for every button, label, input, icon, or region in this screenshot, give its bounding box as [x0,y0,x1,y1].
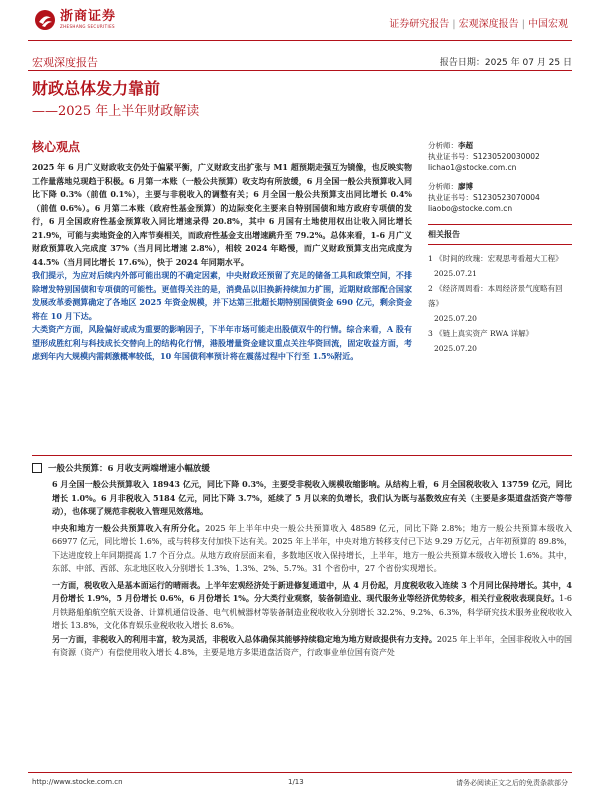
footer-page-number: 1/13 [288,778,304,786]
section-paragraph-1: 6 月全国一般公共预算收入 18943 亿元，同比下降 0.3%，主要受非税收入规模收缩影响。从结构上看，6 月全国税收收入 13759 亿元，同比增长 1.0%。6 月非税收入 5184 亿元，同比下降 3.7%，延续了 5 月以来的负增长，我们认为既与基数效应有关（主要是多渠道盘活资产等带动），也体现了规范非税收入管理见效落地。 [52,479,572,516]
section-paragraph-2-body: 2025 年上半年中央一般公共预算收入 48589 亿元，同比下降 2.8%；地方一般公共预算本级收入 66977 亿元，同比增长 1.6%，或与转移支付加快下达有关。2025 年上半年，中央对地方转移支付已下达 9.29 万亿元，占年初预算的 89.8%，下达进度较上年同期提高 1.7 个百分点。从地方政府层面来看，多数地区收入保持增长，上半年，地方一般公共预算本级收入增长 1.6%。其中，东部、中部、西部、东北地区收入分别增长 1.3%、1.3%、2%、5.7%。31 个省份中，27 个省份实现增长。 [52,523,572,573]
related-divider [428,244,572,245]
analyst-cert: 执业证书号：S1230523070004 [428,193,540,202]
section-paragraph-2 [52,522,572,576]
section-divider [32,455,572,456]
tag-macro-deep: 宏观深度报告 [458,19,519,30]
core-views-heading: 核心观点 [32,140,81,154]
report-title: 财政总体发力靠前 [32,79,161,98]
related-report-title: 2 《经济周周看：本周经济景气度略有回落》 [428,284,563,308]
section-paragraph-3 [52,579,572,633]
related-report-item[interactable] [428,281,572,326]
tag-research: 证券研究报告 [389,19,450,30]
related-report-item[interactable] [428,326,572,356]
report-subtitle: ——2025 年上半年财政解读 [32,104,200,119]
logo-icon [34,9,56,31]
related-report-date: 2025.07.21 [434,269,477,278]
section-heading [32,462,572,474]
logo-chinese: 浙商证券 [60,9,117,24]
report-date: 报告日期：2025 年 07 月 25 日 [439,58,572,68]
related-report-date: 2025.07.20 [434,344,477,353]
analyst-role: 分析师： [428,141,458,150]
analyst-cert: 执业证书号：S1230520030002 [428,152,540,161]
checkbox-square-icon [32,463,42,473]
analyst-email[interactable]: liaobo@stocke.com.cn [428,204,513,213]
related-report-title: 3 《链上真实资产 RWA 详解》 [428,329,534,338]
section-paragraph-4-lead: 另一方面，非税收入的利用丰富，较为灵活，非税收入总体确保其能够持续稳定地为地方财政提供有力支持。 [52,633,437,644]
core-paragraph-2: 我们提示，为应对后续内外部可能出现的不确定因素，中央财政还预留了充足的储备工具和政策空间，不排除增发特别国债和专项债的可能性。更值得关注的是，消费品以旧换新持续加力扩围，近期财政部配合国家发展改革委测算确定了各地区 2025 年资金规模，并下达第三批超长期特别国债资金 690 亿元，剩余资金将在 10 月下达。 [32,270,412,321]
report-category-tags: 证券研究报告 | 宏观深度报告 | 中国宏观 [389,19,568,30]
analyst-1 [428,140,572,173]
analyst-email[interactable]: lichao1@stocke.com.cn [428,163,517,172]
analyst-name: 李超 [458,141,473,150]
tag-china-macro: 中国宏观 [528,19,568,30]
footer-divider [28,772,572,773]
analyst-2 [428,181,572,214]
section-paragraph-3-lead: 一方面，税收收入是基本面运行的晴雨表。上半年宏观经济处于新进修复通道中，从 4 月份起，月度税收收入连续 3 个月同比保持增长。其中，4 月份增长 1.9%，5 月份增长 0.6%，6 月份增长 1%。分大类行业观察，装备制造业、现代服务业等经济优势较多，相关行业税收表现良好。 [52,579,572,603]
core-views [32,138,412,364]
related-report-item[interactable] [428,251,572,281]
report-type-row [32,54,572,70]
related-report-date: 2025.07.20 [434,314,477,323]
analyst-role: 分析师： [428,182,458,191]
related-reports-heading: 相关报告 [428,224,572,240]
related-report-title: 1 《时间的玫瑰：宏观思考看超大工程》 [428,254,563,263]
header-divider [28,40,572,41]
section-paragraph-4 [52,633,572,660]
footer-url[interactable]: http://www.stocke.com.cn [32,778,123,786]
core-paragraph-1: 2025 年 6 月广义财政收支仍处于偏紧平衡，广义财政支出扩张与 M1 超预期走强互为镜像，也反映实物工作量落地兑现趋于积极。6 月第一本账（一般公共预算）收支均有所放缓，6 月全国一般公共预算收入同比下降 0.3%（前值 0.1%），主要与非税收入的调整有关；6 月全国一般公共预算支出同比增长 0.4%（前值 0.6%）。6 月第二本账（政府性基金预算）的边际变化主要来自特别国债和地方政府专项债的发行，6 月全国政府性基金预算收入同比增速录得 20.8%，其中 6 月国有土地使用权出让收入同比增长 21.9%，可能与卖地资金的入库节奏相关，而政府性基金支出增速跳升至 79.2%。总体来看，1-6 月广义财政预算收入完成度 37%（当月同比增速 2.8%），相较 2024 年略慢，而广义财政预算支出完成度为 44.5%（当月同比增长 17.6%），快于 2024 年同期水平。 [32,162,412,267]
report-type: 宏观深度报告 [32,56,98,69]
section-paragraph-3-body: 1-6 月铁路船舶航空航天设备、计算机通信设备、电气机械器材等装备制造业税收收入分别增长 32.2%、9.2%、6.3%，科学研究技术服务业税收收入增长 13.8%，文化体育娱乐业税收收入增长 8.6%。 [52,594,572,630]
section-general-budget [32,462,572,660]
footer-disclaimer: 请务必阅读正文之后的免责条款部分 [456,779,568,787]
section-paragraph-2-lead: 中央和地方一般公共预算收入有所分化。 [52,522,206,533]
section-heading-text: 一般公共预算：6 月收支两端增速小幅放缓 [48,464,210,474]
core-paragraph-3: 大类资产方面，风险偏好或成为重要的影响因子，下半年市场可能走出股债双牛的行情。综合来看，A 股有望形成胜红利与科技成长交替向上的结构化行情，港股增量资金建议重点关注华资回流，固定收益方面，考虑到年内大规模内需刺激概率较低，10 年国债利率预计将在震荡过程中下行至 1.5%附近。 [32,324,412,361]
analyst-name: 廖博 [458,182,473,191]
company-logo [34,9,116,31]
section-paragraph-4-body: 2025 年上半年，全国非税收入中的国有资源（资产）有偿使用收入增长 4.8%，主要是地方多渠道盘活资产，行政事业单位国有资产处 [52,634,572,657]
sidebar [428,140,572,356]
logo-english: ZHESHANG SECURITIES [60,24,115,29]
type-divider [28,70,572,71]
page-header [0,0,600,44]
